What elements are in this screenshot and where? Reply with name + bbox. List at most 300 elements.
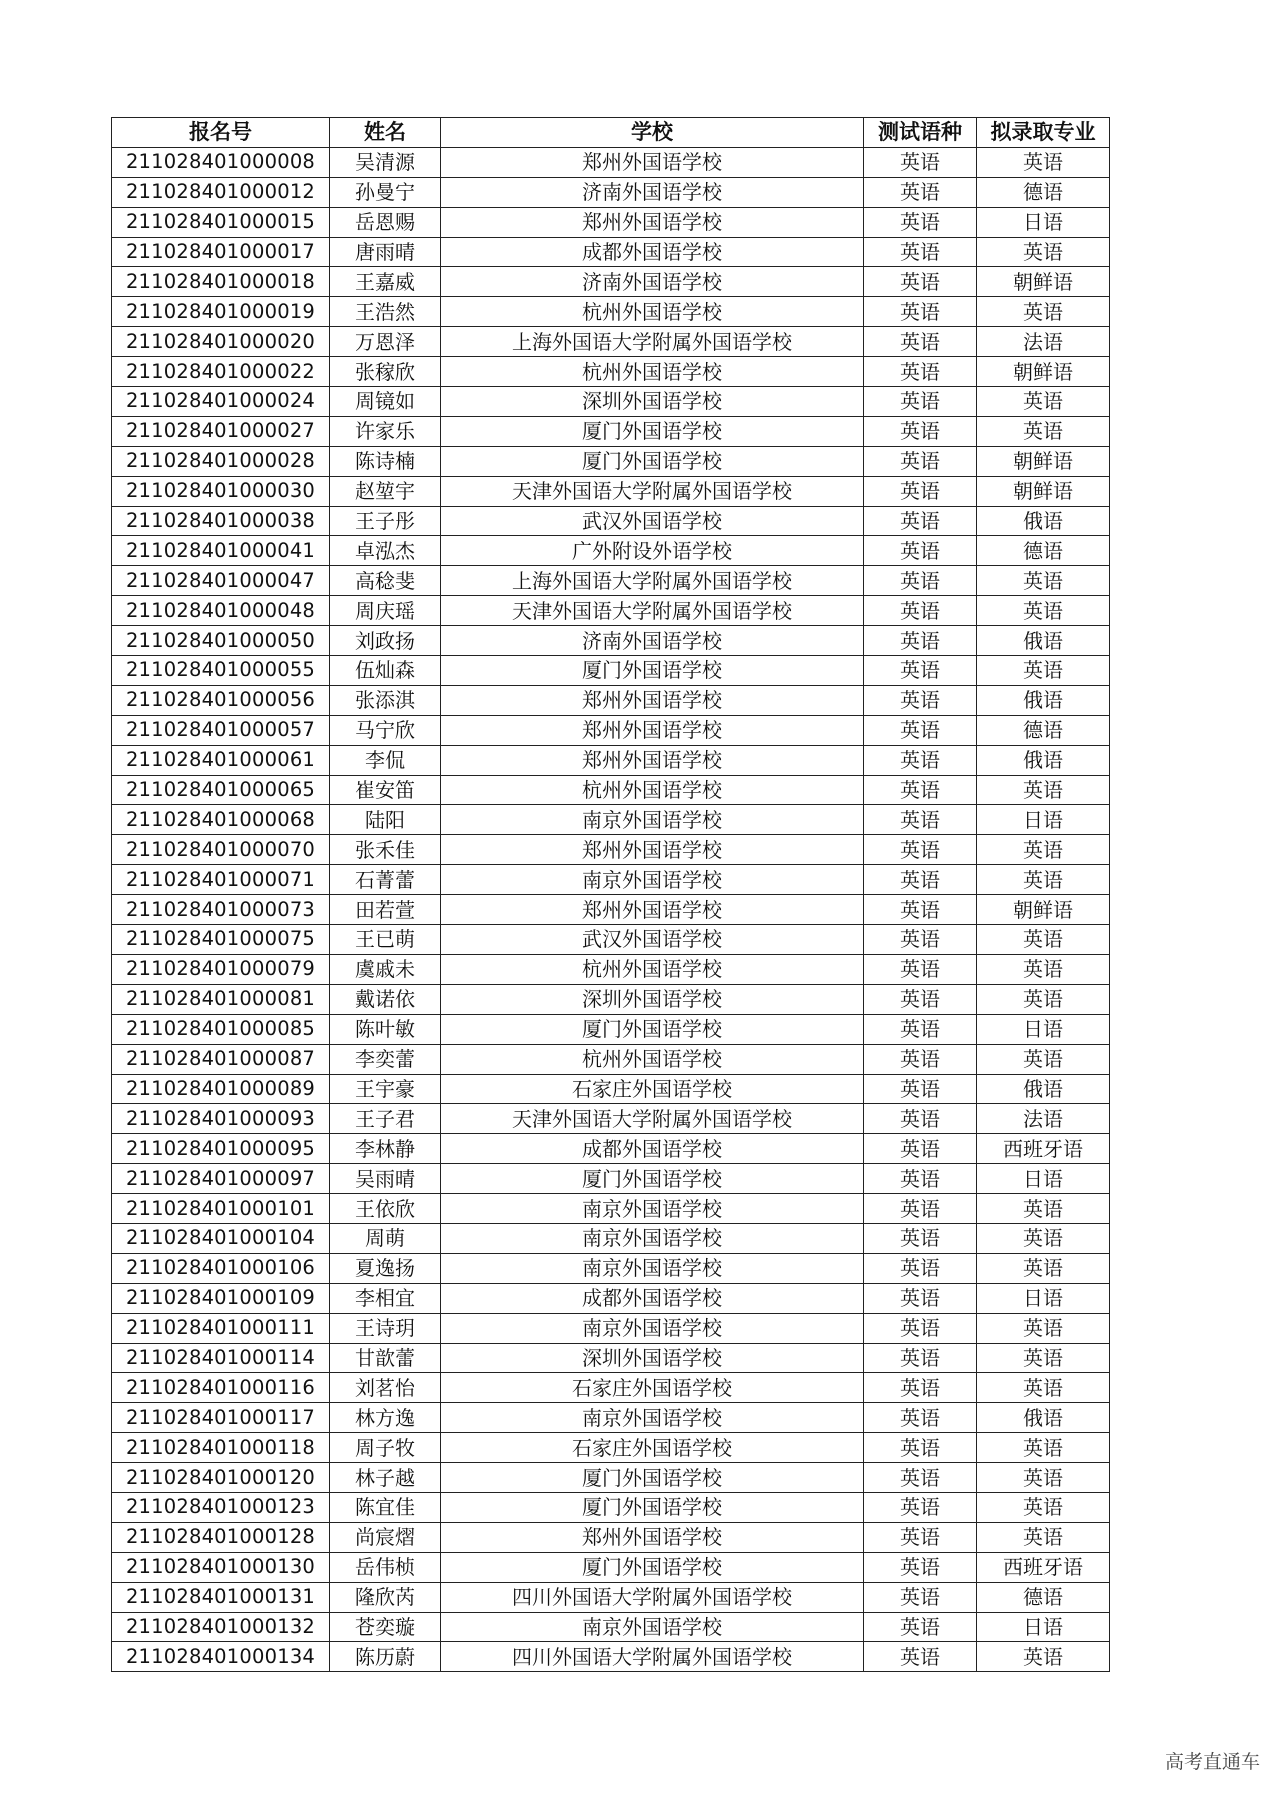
table-row (112, 715, 1110, 745)
table-row (112, 954, 1110, 984)
test-language-cell: 英语 (864, 177, 977, 207)
test-language-cell: 英语 (864, 1552, 977, 1582)
school-cell: 郑州外国语学校 (441, 715, 864, 745)
table-row (112, 1223, 1110, 1253)
test-language-cell: 英语 (864, 895, 977, 925)
test-language-cell: 英语 (864, 805, 977, 835)
school-cell: 成都外国语学校 (441, 1134, 864, 1164)
test-language-cell: 英语 (864, 1253, 977, 1283)
registration-number-cell: 211028401000050 (112, 626, 330, 656)
name-cell: 王嘉威 (330, 267, 441, 297)
table-row (112, 536, 1110, 566)
table-row (112, 1552, 1110, 1582)
table-row (112, 357, 1110, 387)
test-language-cell: 英语 (864, 656, 977, 686)
name-cell: 王宇豪 (330, 1074, 441, 1104)
admitted-major-cell: 朝鲜语 (977, 357, 1110, 387)
school-cell: 深圳外国语学校 (441, 387, 864, 417)
school-cell: 厦门外国语学校 (441, 1463, 864, 1493)
school-cell: 郑州外国语学校 (441, 207, 864, 237)
registration-number-cell: 211028401000057 (112, 715, 330, 745)
school-cell: 厦门外国语学校 (441, 1014, 864, 1044)
school-cell: 武汉外国语学校 (441, 506, 864, 536)
registration-number-cell: 211028401000120 (112, 1463, 330, 1493)
school-cell: 厦门外国语学校 (441, 656, 864, 686)
registration-number-cell: 211028401000038 (112, 506, 330, 536)
table-row (112, 446, 1110, 476)
test-language-cell: 英语 (864, 1343, 977, 1373)
admitted-major-cell: 英语 (977, 835, 1110, 865)
school-cell: 郑州外国语学校 (441, 685, 864, 715)
test-language-cell: 英语 (864, 566, 977, 596)
admitted-major-cell: 英语 (977, 1194, 1110, 1224)
table-row (112, 147, 1110, 177)
table-body (112, 147, 1110, 1671)
test-language-cell: 英语 (864, 984, 977, 1014)
admitted-major-cell: 英语 (977, 984, 1110, 1014)
school-cell: 天津外国语大学附属外国语学校 (441, 596, 864, 626)
table-row (112, 506, 1110, 536)
test-language-cell: 英语 (864, 1642, 977, 1672)
school-cell: 杭州外国语学校 (441, 775, 864, 805)
admitted-major-cell: 英语 (977, 954, 1110, 984)
test-language-cell: 英语 (864, 1014, 977, 1044)
admitted-major-cell: 俄语 (977, 745, 1110, 775)
registration-number-cell: 211028401000104 (112, 1223, 330, 1253)
name-cell: 李相宜 (330, 1283, 441, 1313)
school-cell: 南京外国语学校 (441, 1253, 864, 1283)
test-language-cell: 英语 (864, 715, 977, 745)
name-cell: 许家乐 (330, 416, 441, 446)
name-cell: 苍奕璇 (330, 1612, 441, 1642)
school-cell: 南京外国语学校 (441, 1403, 864, 1433)
registration-number-cell: 211028401000071 (112, 865, 330, 895)
name-cell: 刘茗怡 (330, 1373, 441, 1403)
table-row (112, 1134, 1110, 1164)
name-cell: 李奕蕾 (330, 1044, 441, 1074)
header-registration-number: 报名号 (112, 118, 330, 148)
table-row (112, 626, 1110, 656)
test-language-cell: 英语 (864, 1373, 977, 1403)
test-language-cell: 英语 (864, 1223, 977, 1253)
admitted-major-cell: 日语 (977, 1164, 1110, 1194)
registration-number-cell: 211028401000018 (112, 267, 330, 297)
admitted-major-cell: 西班牙语 (977, 1552, 1110, 1582)
admitted-major-cell: 俄语 (977, 1074, 1110, 1104)
registration-number-cell: 211028401000068 (112, 805, 330, 835)
test-language-cell: 英语 (864, 147, 977, 177)
test-language-cell: 英语 (864, 775, 977, 805)
name-cell: 尚宸熠 (330, 1522, 441, 1552)
table-row (112, 1343, 1110, 1373)
table-row (112, 387, 1110, 417)
table-row (112, 1522, 1110, 1552)
admitted-major-cell: 英语 (977, 1433, 1110, 1463)
registration-number-cell: 211028401000093 (112, 1104, 330, 1134)
name-cell: 刘政扬 (330, 626, 441, 656)
registration-number-cell: 211028401000109 (112, 1283, 330, 1313)
table-row (112, 865, 1110, 895)
table-row (112, 327, 1110, 357)
admitted-major-cell: 朝鲜语 (977, 446, 1110, 476)
table-row (112, 685, 1110, 715)
test-language-cell: 英语 (864, 536, 977, 566)
name-cell: 周庆瑶 (330, 596, 441, 626)
school-cell: 广外附设外语学校 (441, 536, 864, 566)
school-cell: 郑州外国语学校 (441, 147, 864, 177)
test-language-cell: 英语 (864, 1522, 977, 1552)
registration-number-cell: 211028401000097 (112, 1164, 330, 1194)
registration-number-cell: 211028401000061 (112, 745, 330, 775)
name-cell: 李侃 (330, 745, 441, 775)
name-cell: 虞戚未 (330, 954, 441, 984)
registration-number-cell: 211028401000008 (112, 147, 330, 177)
admitted-major-cell: 朝鲜语 (977, 476, 1110, 506)
registration-number-cell: 211028401000095 (112, 1134, 330, 1164)
name-cell: 张禾佳 (330, 835, 441, 865)
name-cell: 孙曼宁 (330, 177, 441, 207)
admitted-major-cell: 法语 (977, 1104, 1110, 1134)
test-language-cell: 英语 (864, 1492, 977, 1522)
registration-number-cell: 211028401000128 (112, 1522, 330, 1552)
school-cell: 厦门外国语学校 (441, 446, 864, 476)
name-cell: 王子彤 (330, 506, 441, 536)
name-cell: 陆阳 (330, 805, 441, 835)
test-language-cell: 英语 (864, 1582, 977, 1612)
name-cell: 隆欣芮 (330, 1582, 441, 1612)
table-row (112, 1403, 1110, 1433)
school-cell: 南京外国语学校 (441, 1612, 864, 1642)
name-cell: 赵堃宇 (330, 476, 441, 506)
admitted-major-cell: 英语 (977, 1313, 1110, 1343)
test-language-cell: 英语 (864, 1164, 977, 1194)
table-row (112, 1194, 1110, 1224)
registration-number-cell: 211028401000089 (112, 1074, 330, 1104)
table-row (112, 566, 1110, 596)
school-cell: 石家庄外国语学校 (441, 1074, 864, 1104)
test-language-cell: 英语 (864, 1433, 977, 1463)
name-cell: 吴清源 (330, 147, 441, 177)
admitted-major-cell: 英语 (977, 1642, 1110, 1672)
registration-number-cell: 211028401000041 (112, 536, 330, 566)
test-language-cell: 英语 (864, 954, 977, 984)
watermark: 高考直通车 (1164, 1751, 1260, 1773)
test-language-cell: 英语 (864, 387, 977, 417)
admitted-major-cell: 俄语 (977, 685, 1110, 715)
school-cell: 南京外国语学校 (441, 805, 864, 835)
registration-number-cell: 211028401000123 (112, 1492, 330, 1522)
test-language-cell: 英语 (864, 1463, 977, 1493)
admitted-major-cell: 英语 (977, 596, 1110, 626)
name-cell: 吴雨晴 (330, 1164, 441, 1194)
registration-number-cell: 211028401000134 (112, 1642, 330, 1672)
test-language-cell: 英语 (864, 1612, 977, 1642)
test-language-cell: 英语 (864, 835, 977, 865)
registration-number-cell: 211028401000117 (112, 1403, 330, 1433)
registration-number-cell: 211028401000070 (112, 835, 330, 865)
school-cell: 上海外国语大学附属外国语学校 (441, 327, 864, 357)
admitted-major-cell: 法语 (977, 327, 1110, 357)
table-row (112, 1612, 1110, 1642)
school-cell: 厦门外国语学校 (441, 416, 864, 446)
table-row (112, 1253, 1110, 1283)
school-cell: 成都外国语学校 (441, 237, 864, 267)
admitted-major-cell: 英语 (977, 656, 1110, 686)
test-language-cell: 英语 (864, 596, 977, 626)
name-cell: 王子君 (330, 1104, 441, 1134)
test-language-cell: 英语 (864, 865, 977, 895)
name-cell: 周萌 (330, 1223, 441, 1253)
test-language-cell: 英语 (864, 626, 977, 656)
admitted-major-cell: 德语 (977, 715, 1110, 745)
registration-number-cell: 211028401000079 (112, 954, 330, 984)
admitted-major-cell: 英语 (977, 237, 1110, 267)
test-language-cell: 英语 (864, 1134, 977, 1164)
school-cell: 郑州外国语学校 (441, 1522, 864, 1552)
table-row (112, 984, 1110, 1014)
admitted-major-cell: 英语 (977, 1373, 1110, 1403)
name-cell: 卓泓杰 (330, 536, 441, 566)
table-row (112, 596, 1110, 626)
table-row (112, 1283, 1110, 1313)
school-cell: 杭州外国语学校 (441, 297, 864, 327)
name-cell: 岳恩赐 (330, 207, 441, 237)
school-cell: 深圳外国语学校 (441, 984, 864, 1014)
test-language-cell: 英语 (864, 327, 977, 357)
admitted-major-cell: 英语 (977, 297, 1110, 327)
admitted-major-cell: 俄语 (977, 506, 1110, 536)
school-cell: 四川外国语大学附属外国语学校 (441, 1582, 864, 1612)
table-row (112, 895, 1110, 925)
registration-number-cell: 211028401000114 (112, 1343, 330, 1373)
school-cell: 成都外国语学校 (441, 1283, 864, 1313)
test-language-cell: 英语 (864, 685, 977, 715)
table-row (112, 177, 1110, 207)
name-cell: 夏逸扬 (330, 1253, 441, 1283)
table-row (112, 1313, 1110, 1343)
table-row (112, 1582, 1110, 1612)
admitted-major-cell: 英语 (977, 387, 1110, 417)
school-cell: 南京外国语学校 (441, 1313, 864, 1343)
test-language-cell: 英语 (864, 476, 977, 506)
admitted-major-cell: 日语 (977, 1283, 1110, 1313)
table-row (112, 1014, 1110, 1044)
admitted-major-cell: 英语 (977, 925, 1110, 955)
registration-number-cell: 211028401000028 (112, 446, 330, 476)
test-language-cell: 英语 (864, 237, 977, 267)
test-language-cell: 英语 (864, 1074, 977, 1104)
registration-number-cell: 211028401000055 (112, 656, 330, 686)
registration-number-cell: 211028401000024 (112, 387, 330, 417)
name-cell: 李林静 (330, 1134, 441, 1164)
test-language-cell: 英语 (864, 925, 977, 955)
admitted-major-cell: 西班牙语 (977, 1134, 1110, 1164)
admitted-major-cell: 日语 (977, 1014, 1110, 1044)
table-row (112, 1164, 1110, 1194)
admission-table (111, 117, 1110, 1672)
registration-number-cell: 211028401000030 (112, 476, 330, 506)
header-name: 姓名 (330, 118, 441, 148)
registration-number-cell: 211028401000101 (112, 1194, 330, 1224)
header-test-language: 测试语种 (864, 118, 977, 148)
name-cell: 马宁欣 (330, 715, 441, 745)
name-cell: 王浩然 (330, 297, 441, 327)
name-cell: 张添淇 (330, 685, 441, 715)
name-cell: 崔安笛 (330, 775, 441, 805)
test-language-cell: 英语 (864, 1313, 977, 1343)
table-row (112, 656, 1110, 686)
school-cell: 郑州外国语学校 (441, 895, 864, 925)
school-cell: 厦门外国语学校 (441, 1492, 864, 1522)
registration-number-cell: 211028401000019 (112, 297, 330, 327)
school-cell: 济南外国语学校 (441, 267, 864, 297)
registration-number-cell: 211028401000027 (112, 416, 330, 446)
registration-number-cell: 211028401000047 (112, 566, 330, 596)
table-row (112, 1074, 1110, 1104)
registration-number-cell: 211028401000073 (112, 895, 330, 925)
table-row (112, 775, 1110, 805)
admitted-major-cell: 英语 (977, 147, 1110, 177)
registration-number-cell: 211028401000130 (112, 1552, 330, 1582)
name-cell: 王诗玥 (330, 1313, 441, 1343)
name-cell: 田若萱 (330, 895, 441, 925)
registration-number-cell: 211028401000048 (112, 596, 330, 626)
name-cell: 陈宜佳 (330, 1492, 441, 1522)
name-cell: 岳伟桢 (330, 1552, 441, 1582)
name-cell: 周镜如 (330, 387, 441, 417)
school-cell: 郑州外国语学校 (441, 835, 864, 865)
admitted-major-cell: 英语 (977, 1522, 1110, 1552)
school-cell: 南京外国语学校 (441, 865, 864, 895)
registration-number-cell: 211028401000056 (112, 685, 330, 715)
admitted-major-cell: 英语 (977, 1223, 1110, 1253)
school-cell: 济南外国语学校 (441, 626, 864, 656)
name-cell: 林子越 (330, 1463, 441, 1493)
test-language-cell: 英语 (864, 357, 977, 387)
registration-number-cell: 211028401000017 (112, 237, 330, 267)
table-row (112, 745, 1110, 775)
registration-number-cell: 211028401000116 (112, 1373, 330, 1403)
table-row (112, 1492, 1110, 1522)
test-language-cell: 英语 (864, 267, 977, 297)
table-row (112, 1463, 1110, 1493)
admitted-major-cell: 英语 (977, 1492, 1110, 1522)
registration-number-cell: 211028401000020 (112, 327, 330, 357)
name-cell: 唐雨晴 (330, 237, 441, 267)
admitted-major-cell: 英语 (977, 1343, 1110, 1373)
school-cell: 深圳外国语学校 (441, 1343, 864, 1373)
table-row (112, 1104, 1110, 1134)
registration-number-cell: 211028401000087 (112, 1044, 330, 1074)
admitted-major-cell: 德语 (977, 1582, 1110, 1612)
admitted-major-cell: 朝鲜语 (977, 267, 1110, 297)
school-cell: 杭州外国语学校 (441, 357, 864, 387)
admitted-major-cell: 德语 (977, 177, 1110, 207)
table-row (112, 207, 1110, 237)
name-cell: 戴诺依 (330, 984, 441, 1014)
name-cell: 陈叶敏 (330, 1014, 441, 1044)
name-cell: 甘歆蕾 (330, 1343, 441, 1373)
school-cell: 杭州外国语学校 (441, 1044, 864, 1074)
test-language-cell: 英语 (864, 1104, 977, 1134)
school-cell: 郑州外国语学校 (441, 745, 864, 775)
registration-number-cell: 211028401000015 (112, 207, 330, 237)
admitted-major-cell: 英语 (977, 566, 1110, 596)
school-cell: 厦门外国语学校 (441, 1164, 864, 1194)
table-row (112, 267, 1110, 297)
registration-number-cell: 211028401000111 (112, 1313, 330, 1343)
test-language-cell: 英语 (864, 297, 977, 327)
admitted-major-cell: 英语 (977, 1253, 1110, 1283)
school-cell: 石家庄外国语学校 (441, 1373, 864, 1403)
name-cell: 周子牧 (330, 1433, 441, 1463)
school-cell: 四川外国语大学附属外国语学校 (441, 1642, 864, 1672)
school-cell: 天津外国语大学附属外国语学校 (441, 1104, 864, 1134)
table-row (112, 1373, 1110, 1403)
name-cell: 王已萌 (330, 925, 441, 955)
test-language-cell: 英语 (864, 446, 977, 476)
table-row (112, 1433, 1110, 1463)
registration-number-cell: 211028401000106 (112, 1253, 330, 1283)
name-cell: 林方逸 (330, 1403, 441, 1433)
registration-number-cell: 211028401000075 (112, 925, 330, 955)
school-cell: 南京外国语学校 (441, 1223, 864, 1253)
name-cell: 万恩泽 (330, 327, 441, 357)
table-row (112, 416, 1110, 446)
name-cell: 张稼欣 (330, 357, 441, 387)
name-cell: 陈历蔚 (330, 1642, 441, 1672)
header-school: 学校 (441, 118, 864, 148)
registration-number-cell: 211028401000065 (112, 775, 330, 805)
table-row (112, 476, 1110, 506)
admitted-major-cell: 日语 (977, 1612, 1110, 1642)
name-cell: 陈诗楠 (330, 446, 441, 476)
test-language-cell: 英语 (864, 745, 977, 775)
school-cell: 厦门外国语学校 (441, 1552, 864, 1582)
school-cell: 石家庄外国语学校 (441, 1433, 864, 1463)
header-row (112, 118, 1110, 148)
registration-number-cell: 211028401000022 (112, 357, 330, 387)
test-language-cell: 英语 (864, 1194, 977, 1224)
registration-number-cell: 211028401000118 (112, 1433, 330, 1463)
admitted-major-cell: 日语 (977, 207, 1110, 237)
test-language-cell: 英语 (864, 416, 977, 446)
admitted-major-cell: 德语 (977, 536, 1110, 566)
test-language-cell: 英语 (864, 1283, 977, 1313)
admitted-major-cell: 日语 (977, 805, 1110, 835)
table-row (112, 805, 1110, 835)
registration-number-cell: 211028401000012 (112, 177, 330, 207)
registration-number-cell: 211028401000131 (112, 1582, 330, 1612)
name-cell: 高稔斐 (330, 566, 441, 596)
test-language-cell: 英语 (864, 207, 977, 237)
registration-number-cell: 211028401000085 (112, 1014, 330, 1044)
name-cell: 石菁蕾 (330, 865, 441, 895)
table-row (112, 237, 1110, 267)
school-cell: 天津外国语大学附属外国语学校 (441, 476, 864, 506)
admitted-major-cell: 朝鲜语 (977, 895, 1110, 925)
test-language-cell: 英语 (864, 1044, 977, 1074)
name-cell: 伍灿森 (330, 656, 441, 686)
school-cell: 济南外国语学校 (441, 177, 864, 207)
school-cell: 南京外国语学校 (441, 1194, 864, 1224)
test-language-cell: 英语 (864, 1403, 977, 1433)
admitted-major-cell: 英语 (977, 775, 1110, 805)
header-admitted-major: 拟录取专业 (977, 118, 1110, 148)
school-cell: 杭州外国语学校 (441, 954, 864, 984)
admitted-major-cell: 英语 (977, 865, 1110, 895)
admitted-major-cell: 英语 (977, 416, 1110, 446)
